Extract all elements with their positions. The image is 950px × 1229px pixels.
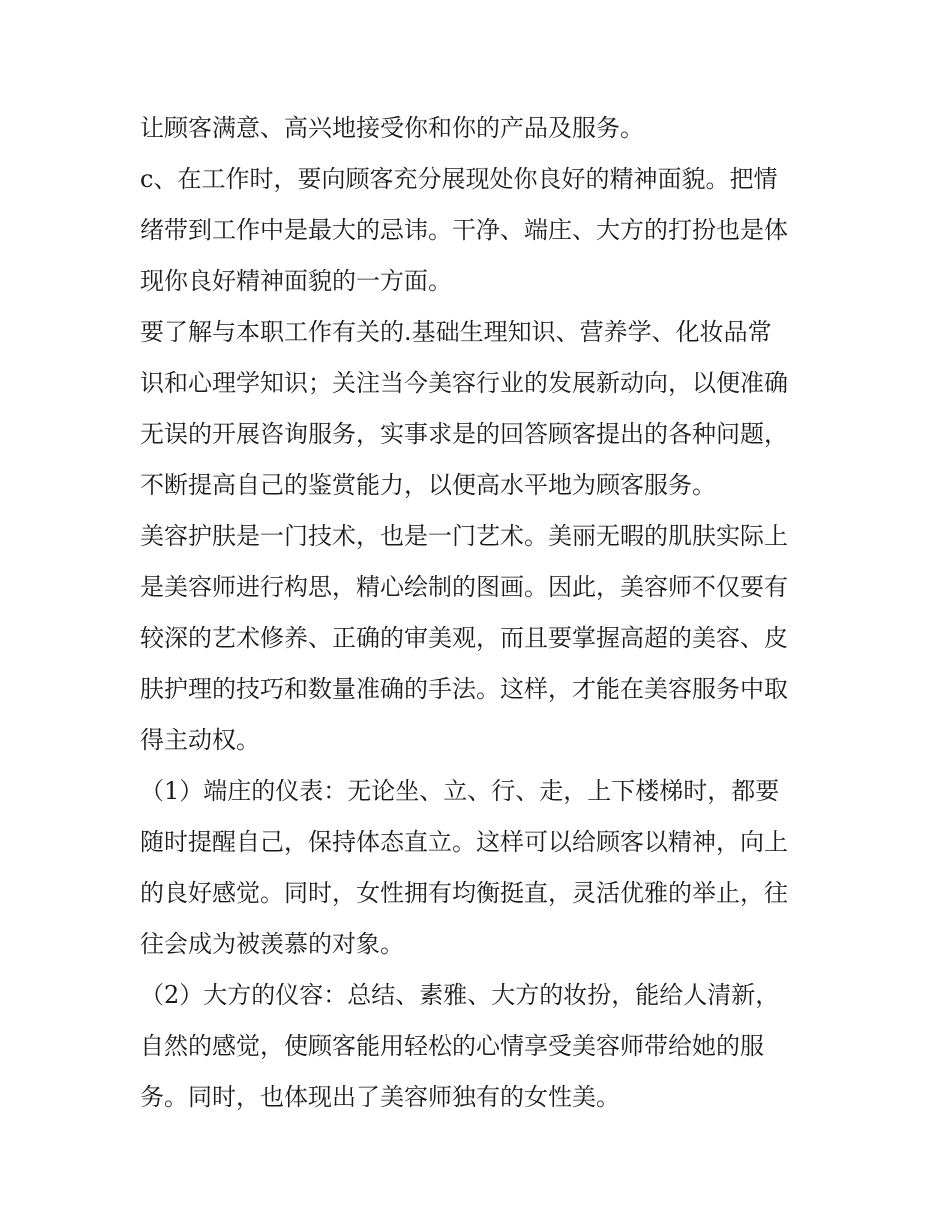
paragraph-professional-knowledge xyxy=(140,307,815,511)
text-line: 自然的感觉，使顾客能用轻松的心情享受美容师带给她的服 xyxy=(140,1032,764,1060)
text-line: 较深的艺术修养、正确的审美观，而且要掌握高超的美容、皮 xyxy=(140,624,788,652)
paragraph-beauty-art xyxy=(140,511,815,766)
text-line: 无误的开展咨询服务，实事求是的回答顾客提出的各种问题， xyxy=(140,420,788,448)
paragraph-dignified-appearance xyxy=(140,766,815,970)
text-line: （2）大方的仪容：总结、素雅、大方的妆扮，能给人清新， xyxy=(140,981,780,1009)
text-line: c、在工作时，要向顾客充分展现处你良好的精神面貌。把情 xyxy=(140,165,778,193)
text-line: 让顾客满意、高兴地接受你和你的产品及服务。 xyxy=(140,114,644,142)
text-line: （1）端庄的仪表：无论坐、立、行、走，上下楼梯时，都要 xyxy=(140,777,780,805)
text-line: 肤护理的技巧和数量准确的手法。这样，才能在美容服务中取 xyxy=(140,675,788,703)
text-line: 现你良好精神面貌的一方面。 xyxy=(140,267,452,295)
text-line: 得主动权。 xyxy=(140,726,260,754)
text-line: 务。同时，也体现出了美容师独有的女性美。 xyxy=(140,1083,620,1111)
text-line: 随时提醒自己，保持体态直立。这样可以给顾客以精神，向上 xyxy=(140,828,788,856)
text-line: 要了解与本职工作有关的.基础生理知识、营养学、化妆品常 xyxy=(140,318,772,346)
paragraph-generous-grooming xyxy=(140,970,815,1123)
document-body xyxy=(140,103,815,1123)
text-line: 绪带到工作中是最大的忌讳。干净、端庄、大方的打扮也是体 xyxy=(140,216,788,244)
text-line: 的良好感觉。同时，女性拥有均衡挺直，灵活优雅的举止，往 xyxy=(140,879,788,907)
text-line: 是美容师进行构思，精心绘制的图画。因此，美容师不仅要有 xyxy=(140,573,788,601)
paragraph-customer-satisfaction xyxy=(140,103,815,154)
paragraph-spirit-appearance xyxy=(140,154,815,307)
text-line: 不断提高自己的鉴赏能力，以便高水平地为顾客服务。 xyxy=(140,471,716,499)
text-line: 往会成为被羡慕的对象。 xyxy=(140,930,404,958)
text-line: 美容护肤是一门技术，也是一门艺术。美丽无暇的肌肤实际上 xyxy=(140,522,788,550)
text-line: 识和心理学知识；关注当今美容行业的发展新动向，以便准确 xyxy=(140,369,788,397)
